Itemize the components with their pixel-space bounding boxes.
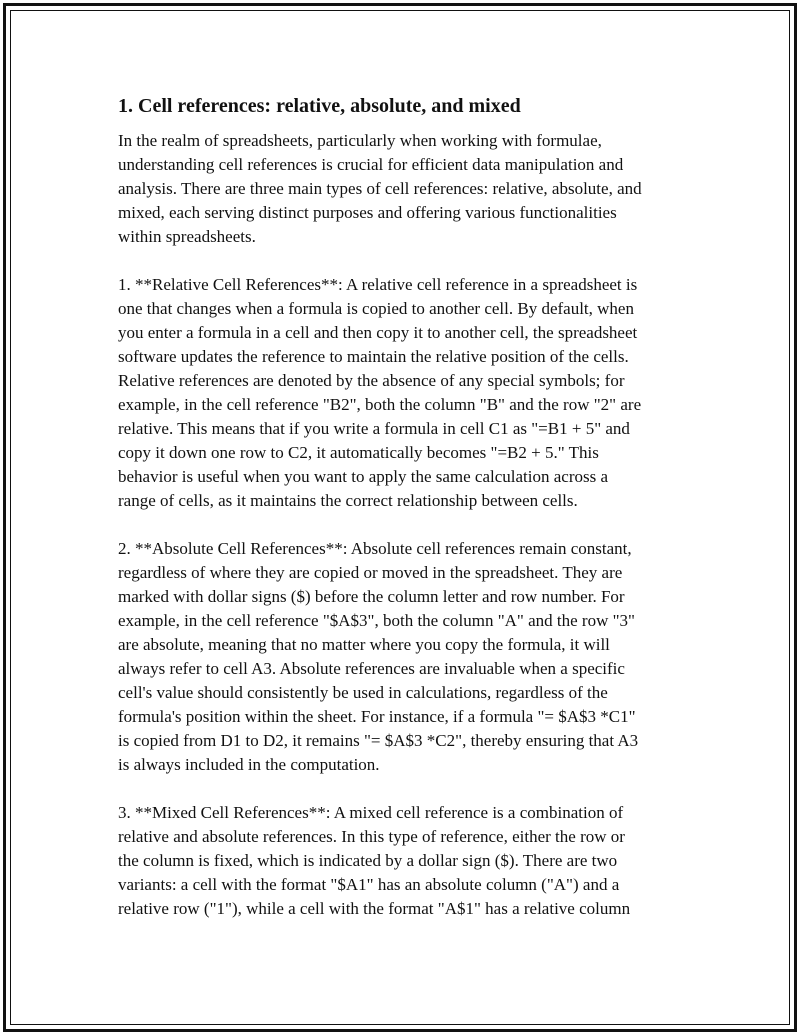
text-line: Relative references are denoted by the absence of any special symbols; for <box>118 371 625 390</box>
text-line: is copied from D1 to D2, it remains "= $A$3 *C2", thereby ensuring that A3 <box>118 731 639 750</box>
text-line: you enter a formula in a cell and then copy it to another cell, the spreadsheet <box>118 323 638 342</box>
text-line: software updates the reference to maintain the relative position of the cells. <box>118 347 629 366</box>
section-heading: 1. Cell references: relative, absolute, and mixed <box>118 95 521 117</box>
text-line: relative. This means that if you write a formula in cell C1 as "=B1 + 5" and <box>118 419 630 438</box>
text-line: the column is fixed, which is indicated by a dollar sign ($). There are two <box>118 851 618 870</box>
document-page <box>118 94 684 945</box>
text-line: always refer to cell A3. Absolute references are invaluable when a specific <box>118 659 625 678</box>
text-line: within spreadsheets. <box>118 227 256 246</box>
text-line: formula's position within the sheet. For instance, if a formula "= $A$3 *C1" <box>118 707 636 726</box>
text-line: is always included in the computation. <box>118 755 380 774</box>
mixed-references-paragraph <box>118 801 684 921</box>
text-line: are absolute, meaning that no matter where you copy the formula, it will <box>118 635 610 654</box>
text-line: 2. **Absolute Cell References**: Absolute cell references remain constant, <box>118 539 632 558</box>
text-line: cell's value should consistently be used in calculations, regardless of the <box>118 683 608 702</box>
text-line: 3. **Mixed Cell References**: A mixed cell reference is a combination of <box>118 803 624 822</box>
text-line: one that changes when a formula is copied to another cell. By default, when <box>118 299 634 318</box>
text-line: copy it down one row to C2, it automatically becomes "=B2 + 5." This <box>118 443 599 462</box>
text-line: understanding cell references is crucial for efficient data manipulation and <box>118 155 624 174</box>
text-line: relative row ("1"), while a cell with the format "A$1" has a relative column <box>118 899 631 918</box>
text-line: mixed, each serving distinct purposes and offering various functionalities <box>118 203 617 222</box>
text-line: behavior is useful when you want to apply the same calculation across a <box>118 467 609 486</box>
text-line: example, in the cell reference "$A$3", both the column "A" and the row "3" <box>118 611 635 630</box>
text-line: relative and absolute references. In this type of reference, either the row or <box>118 827 625 846</box>
text-line: analysis. There are three main types of cell references: relative, absolute, and <box>118 179 642 198</box>
text-line: variants: a cell with the format "$A1" has an absolute column ("A") and a <box>118 875 620 894</box>
text-line: 1. **Relative Cell References**: A relative cell reference in a spreadsheet is <box>118 275 638 294</box>
text-line: range of cells, as it maintains the correct relationship between cells. <box>118 491 578 510</box>
text-line: In the realm of spreadsheets, particularly when working with formulae, <box>118 131 602 150</box>
text-line: marked with dollar signs ($) before the column letter and row number. For <box>118 587 625 606</box>
relative-references-paragraph <box>118 273 684 513</box>
intro-paragraph <box>118 129 684 249</box>
text-line: regardless of where they are copied or moved in the spreadsheet. They are <box>118 563 623 582</box>
absolute-references-paragraph <box>118 537 684 777</box>
text-line: example, in the cell reference "B2", both the column "B" and the row "2" are <box>118 395 642 414</box>
